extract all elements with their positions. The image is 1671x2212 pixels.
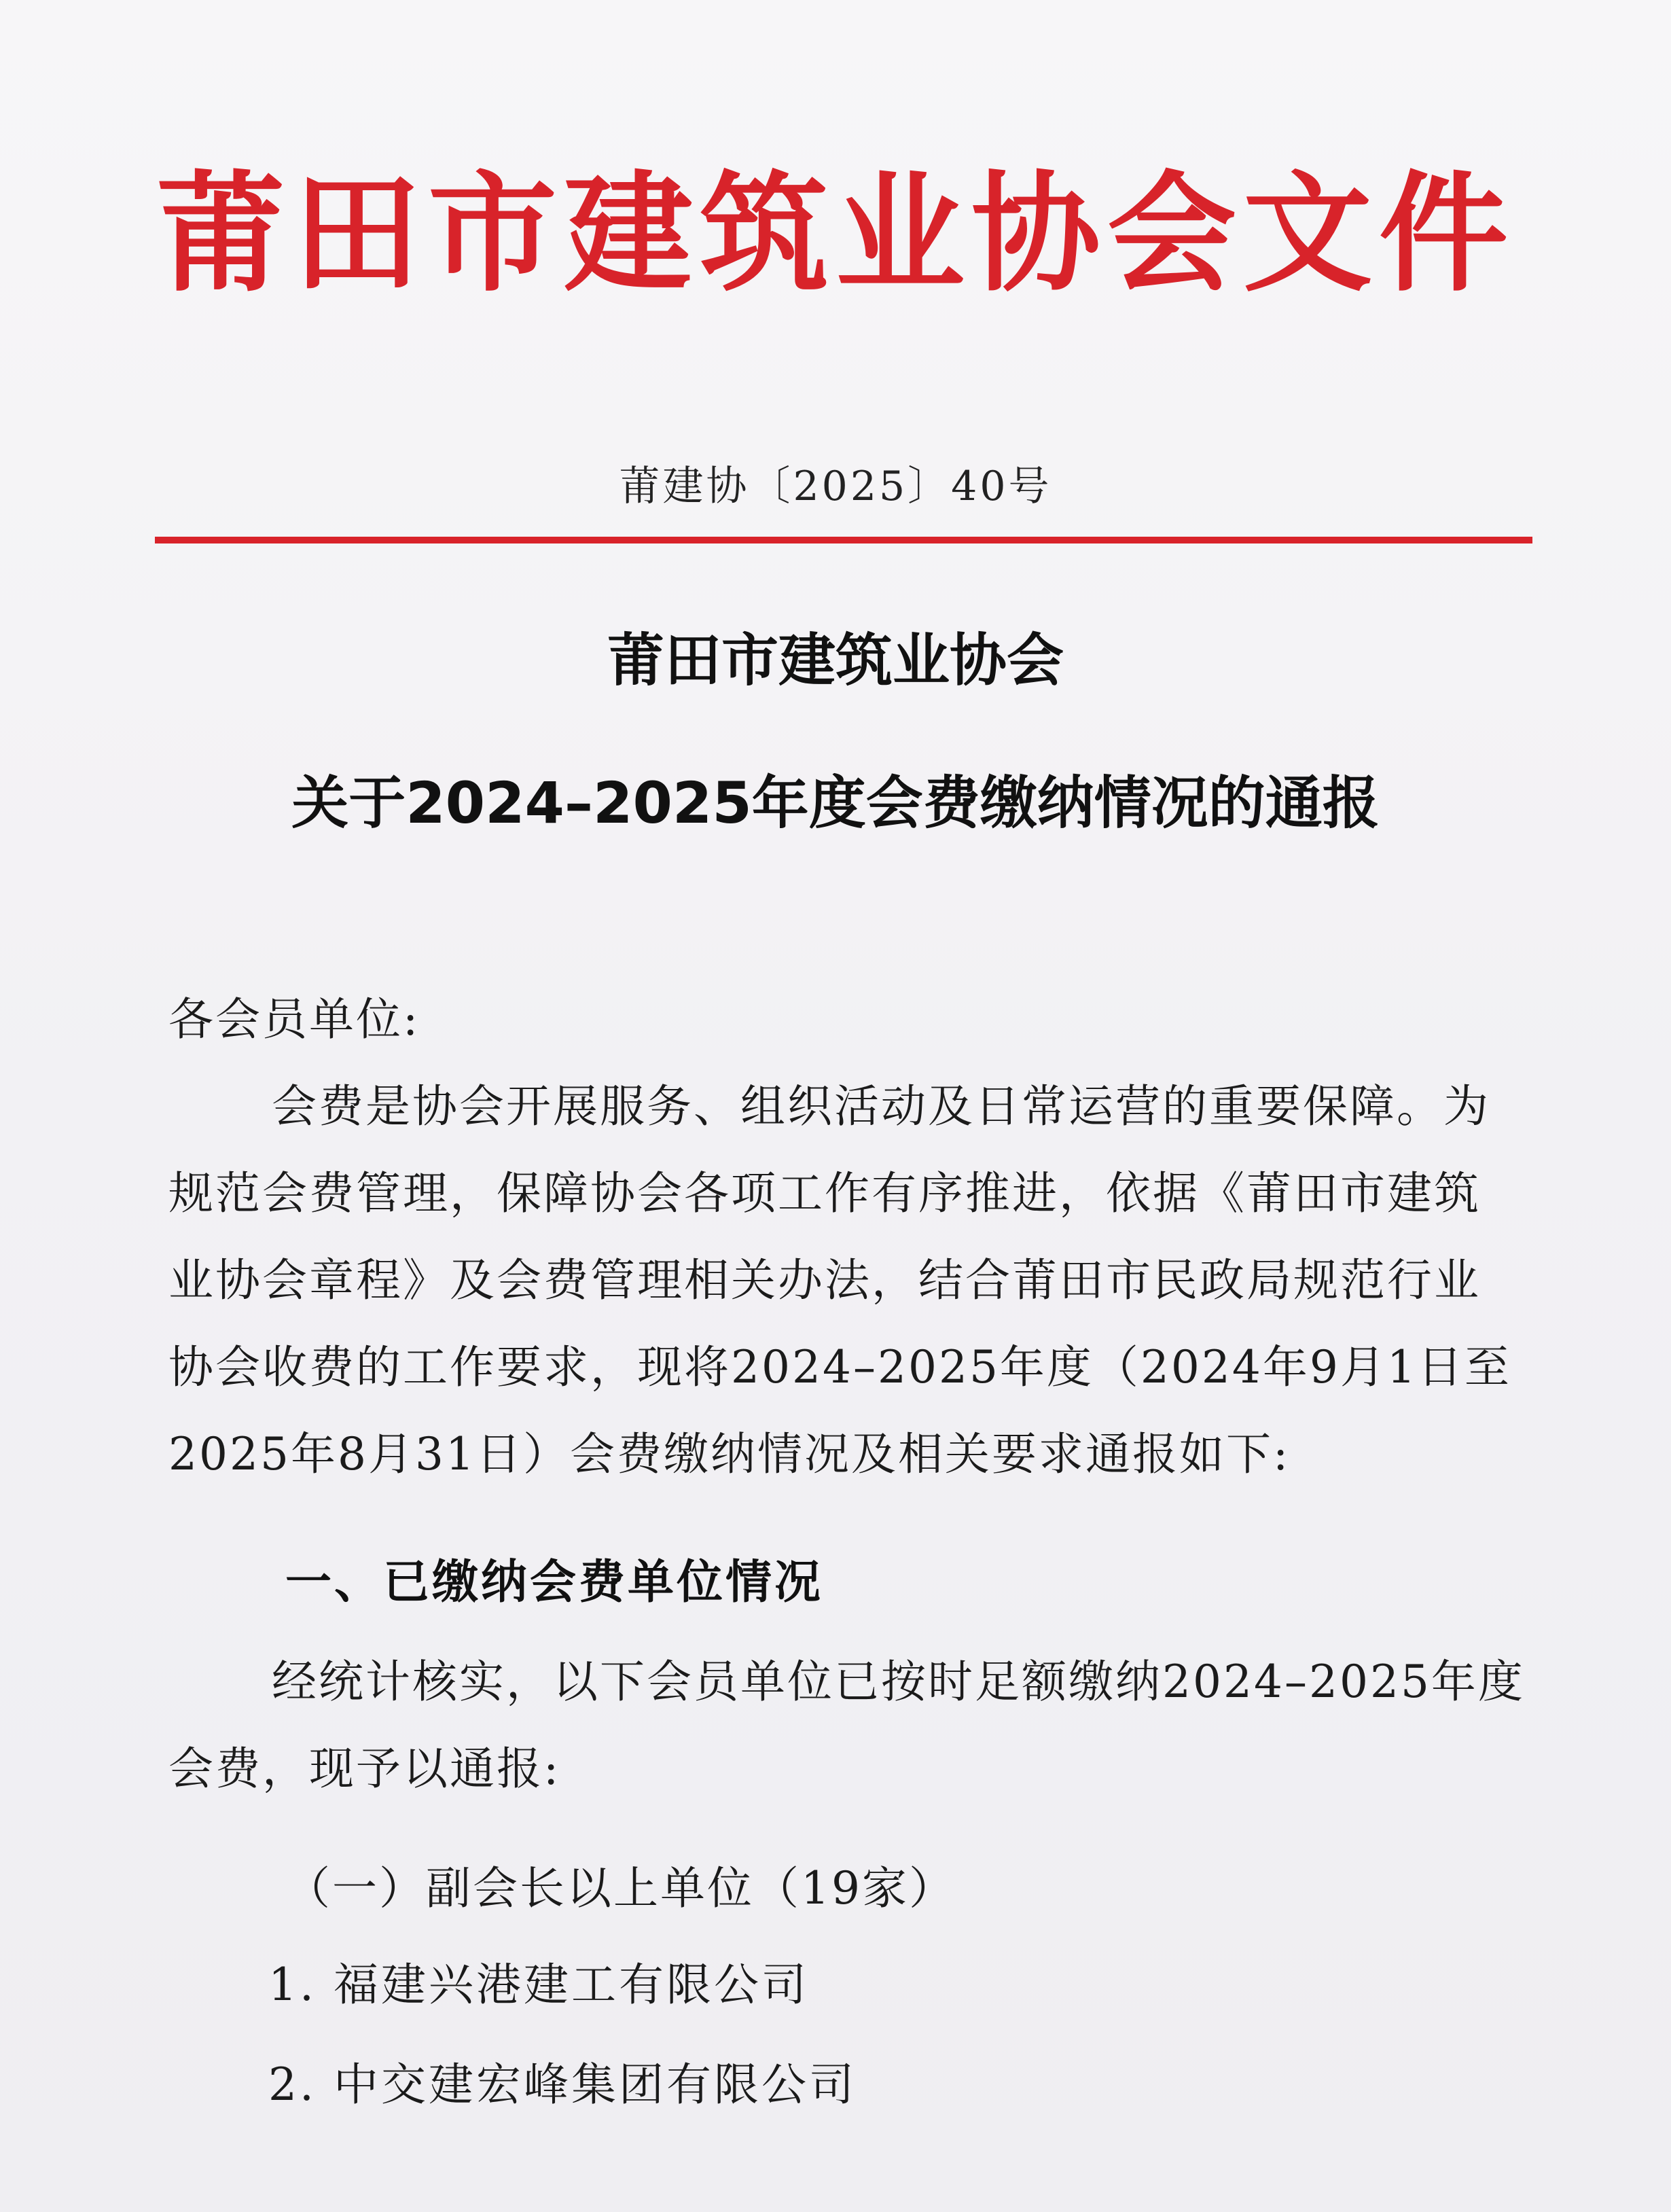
paragraph-line: 2025年8月31日）会费缴纳情况及相关要求通报如下: xyxy=(168,1428,1291,1480)
list-item: 1. 福建兴港建工有限公司 xyxy=(268,1959,809,2011)
paragraph-line: 协会收费的工作要求，现将2024–2025年度（2024年9月1日至 xyxy=(168,1341,1511,1393)
list-item: 2. 中交建宏峰集团有限公司 xyxy=(268,2058,857,2111)
salutation xyxy=(168,976,1568,1063)
paragraph-line: 会费，现予以通报: xyxy=(168,1743,561,1795)
document-number: 莆建协〔2025〕40号 xyxy=(619,463,1052,510)
title-line-1: 莆田市建筑业协会 xyxy=(607,627,1064,694)
title-line-2: 关于2024–2025年度会费缴纳情况的通报 xyxy=(291,770,1380,836)
paragraph-line: 规范会费管理，保障协会各项工作有序推进，依据《莆田市建筑 xyxy=(168,1167,1481,1219)
paragraph-line: 经统计核实，以下会员单位已按时足额缴纳2024–2025年度 xyxy=(272,1656,1525,1708)
paragraph-line: 会费是协会开展服务、组织活动及日常运营的重要保障。为 xyxy=(272,1080,1490,1132)
paragraph-line: 业协会章程》及会费管理相关办法，结合莆田市民政局规范行业 xyxy=(168,1254,1481,1306)
body-paragraph-2 xyxy=(168,1639,1568,1813)
section-heading-1: 一、已缴纳会费单位情况 xyxy=(285,1556,824,1609)
salutation-text: 各会员单位: xyxy=(168,993,420,1046)
document-red-header: 莆田市建筑业协会文件 xyxy=(156,159,1515,309)
subsection-heading-1: （一）副会长以上单位（19家） xyxy=(285,1862,956,1914)
red-divider-line xyxy=(155,537,1532,543)
body-paragraph-1 xyxy=(168,1063,1568,1498)
